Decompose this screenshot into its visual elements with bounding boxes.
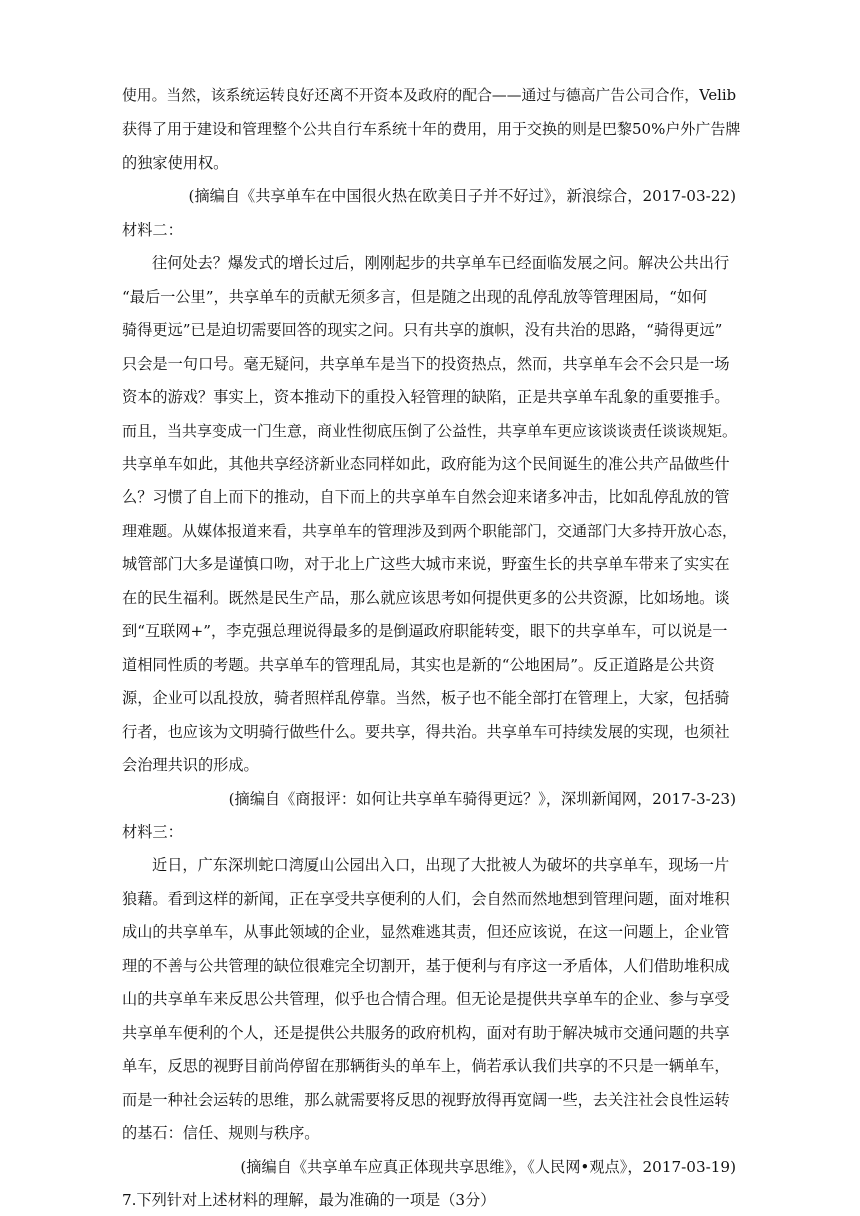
- paragraph-line: 理的不善与公共管理的缺位很难完全切割开，基于便利与有序这一矛盾体，人们借助堆积成: [122, 957, 730, 975]
- paragraph-line: 的独家使用权。: [122, 154, 229, 172]
- paragraph-line: 行者，也应该为文明骑行做些什么。要共享，得共治。共享单车可持续发展的实现，也须社: [122, 723, 730, 741]
- paragraph-line: 而是一种社会运转的思维，那么就需要将反思的视野放得再宽阔一些，去关注社会良性运转: [122, 1091, 730, 1109]
- paragraph-line: 城管部门大多是谨慎口吻，对于北上广这些大城市来说，野蛮生长的共享单车带来了实实在: [122, 555, 730, 573]
- paragraph-line: 山的共享单车来反思公共管理，似乎也合情合理。但无论是提供共享单车的企业、参与享受: [122, 990, 730, 1008]
- paragraph-line: 成山的共享单车，从事此领域的企业，显然难逃其责，但还应该说，在这一问题上，企业管: [122, 923, 730, 941]
- section-heading: 材料三：: [122, 823, 183, 841]
- paragraph-line: 到“互联网+”，李克强总理说得最多的是倒逼政府职能转变，眼下的共享单车，可以说是一: [122, 622, 728, 640]
- paragraph-line: 么？习惯了自上而下的推动，自下而上的共享单车自然会迎来诸多冲击，比如乱停乱放的管: [122, 488, 730, 506]
- paragraph-line: 共享单车如此，其他共享经济新业态同样如此，政府能为这个民间诞生的准公共产品做些什: [122, 455, 730, 473]
- paragraph-line: 而且，当共享变成一门生意，商业性彻底压倒了公益性，共享单车更应该谈谈责任谈谈规矩。: [122, 422, 738, 440]
- paragraph-line: 狼藉。看到这样的新闻，正在享受共享便利的人们，会自然而然地想到管理问题，面对堆积: [122, 890, 730, 908]
- paragraph-line: 会治理共识的形成。: [122, 756, 259, 774]
- paragraph-line: 骑得更远”已是迫切需要回答的现实之问。只有共享的旗帜，没有共治的思路，“骑得更远”: [122, 321, 723, 339]
- section-heading: 材料二：: [122, 221, 183, 239]
- paragraph-line: 理难题。从媒体报道来看，共享单车的管理涉及到两个职能部门，交通部门大多持开放心态，: [122, 522, 738, 540]
- source-citation: (摘编自《共享单车在中国很火热在欧美日子并不好过》，新浪综合，2017-03-22): [188, 187, 736, 205]
- paragraph-line: 获得了用于建设和管理整个公共自行车系统十年的费用，用于交换的则是巴黎50%户外广告牌: [122, 120, 741, 138]
- paragraph-line: 道相同性质的考题。共享单车的管理乱局，其实也是新的“公地困局”。反正道路是公共资: [122, 656, 715, 674]
- paragraph-line: 在的民生福利。既然是民生产品，那么就应该思考如何提供更多的公共资源，比如场地。谈: [122, 589, 730, 607]
- paragraph-line: 资本的游戏？事实上，资本推动下的重投入轻管理的缺陷，正是共享单车乱象的重要推手。: [122, 388, 730, 406]
- paragraph-line: 源，企业可以乱投放，骑者照样乱停靠。当然，板子也不能全部打在管理上，大家，包括骑: [122, 689, 730, 707]
- paragraph-line: 近日，广东深圳蛇口湾厦山公园出入口，出现了大批被人为破坏的共享单车，现场一片: [152, 856, 730, 874]
- paragraph-line: 的基石：信任、规则与秩序。: [122, 1124, 320, 1142]
- paragraph-line: 往何处去？爆发式的增长过后，刚刚起步的共享单车已经面临发展之问。解决公共出行: [152, 254, 730, 272]
- source-citation: (摘编自《商报评：如何让共享单车骑得更远？》，深圳新闻网，2017-3-23): [228, 790, 736, 808]
- paragraph-line: “最后一公里”，共享单车的贡献无须多言，但是随之出现的乱停乱放等管理困局，“如何: [122, 288, 708, 306]
- paragraph-line: 只会是一句口号。毫无疑问，共享单车是当下的投资热点，然而，共享单车会不会只是一场: [122, 355, 730, 373]
- paragraph-line: 单车，反思的视野目前尚停留在那辆街头的单车上，倘若承认我们共享的不只是一辆单车，: [122, 1057, 730, 1075]
- paragraph-line: 共享单车便利的个人，还是提供公共服务的政府机构，面对有助于解决城市交通问题的共享: [122, 1024, 730, 1042]
- paragraph-line: 使用。当然，该系统运转良好还离不开资本及政府的配合——通过与德高广告公司合作，Velib: [122, 87, 737, 104]
- source-citation: (摘编自《共享单车应真正体现共享思维》，《人民网•观点》，2017-03-19): [240, 1158, 736, 1176]
- question-line: 7.下列针对上述材料的理解，最为准确的一项是（3分）: [122, 1191, 496, 1209]
